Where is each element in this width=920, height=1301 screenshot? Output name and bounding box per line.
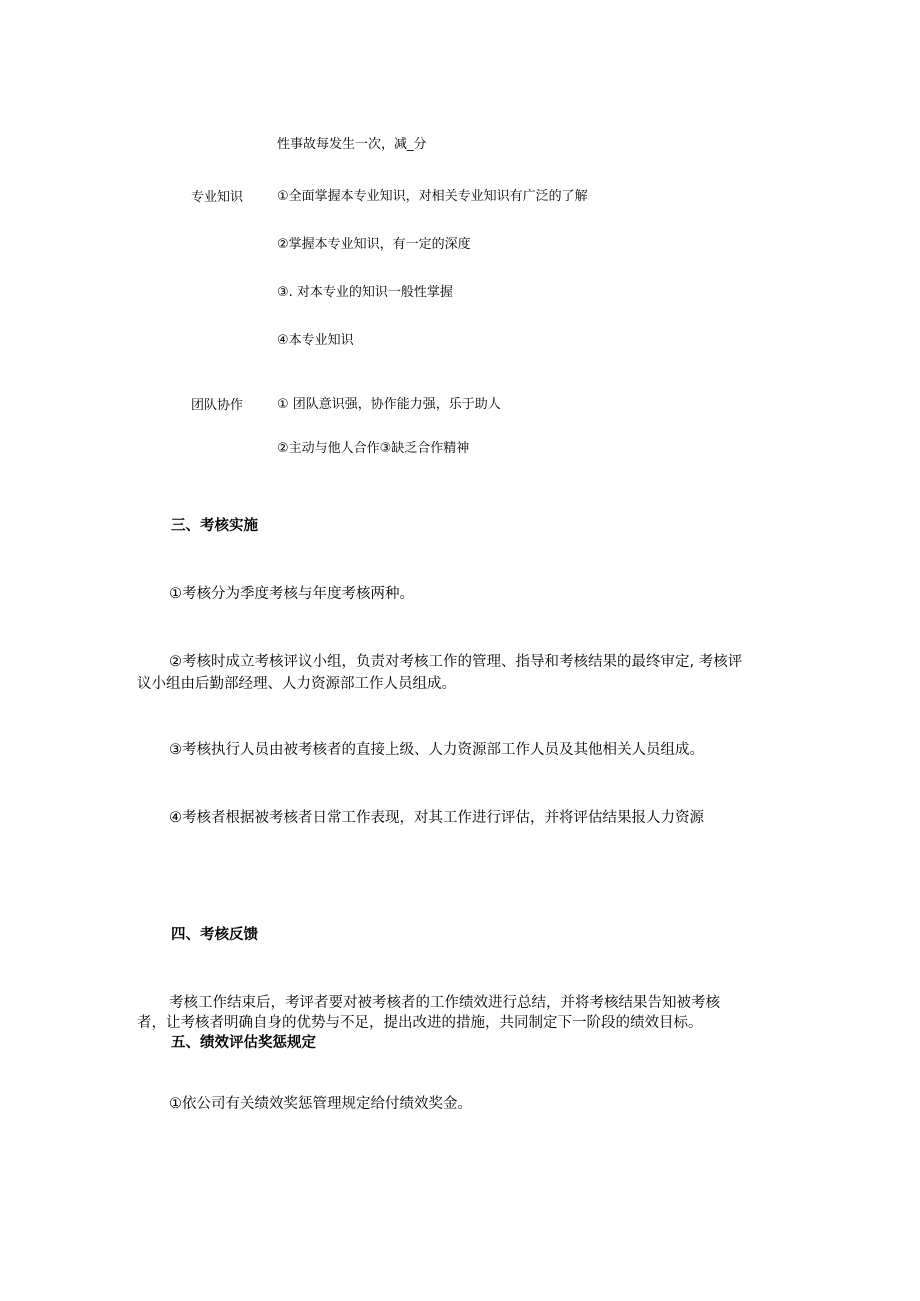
criteria-item: ④本专业知识 xyxy=(277,333,354,348)
criteria-continuation: 性事故每发生一次，减_分 xyxy=(277,137,427,152)
criteria-item: ③. 对本专业的知识一般性掌握 xyxy=(277,285,453,300)
paragraph: 议小组由后勤部经理、人力资源部工作人员组成。 xyxy=(137,676,456,692)
criteria-item: ②主动与他人合作③缺乏合作精神 xyxy=(277,441,470,456)
paragraph: 者，让考核者明确自身的优势与不足，提出改进的措施，共同制定下一阶段的绩效目标。 xyxy=(137,1015,703,1031)
criteria-label-teamwork: 团队协作 xyxy=(191,398,244,413)
section-heading: 三、考核实施 xyxy=(171,518,258,534)
criteria-item: ②掌握本专业知识，有一定的深度 xyxy=(277,237,471,252)
paragraph: 考核工作结束后，考评者要对被考核者的工作绩效进行总结，并将考核结果告知被考核 xyxy=(169,995,720,1011)
paragraph: ③考核执行人员由被考核者的直接上级、人力资源部工作人员及其他相关人员组成。 xyxy=(169,742,704,758)
section-heading: 五、绩效评估奖惩规定 xyxy=(171,1035,316,1051)
criteria-item: ①全面掌握本专业知识，对相关专业知识有广泛的了解 xyxy=(277,189,588,204)
paragraph: ①依公司有关绩效奖惩管理规定给付绩效奖金。 xyxy=(169,1096,472,1112)
section-heading: 四、考核反馈 xyxy=(171,927,258,943)
criteria-label-professional-knowledge: 专业知识 xyxy=(191,190,244,205)
paragraph: ②考核时成立考核评议小组，负责对考核工作的管理、指导和考核结果的最终审定, 考核评 xyxy=(169,654,743,670)
paragraph: ①考核分为季度考核与年度考核两种。 xyxy=(169,586,414,602)
criteria-item: ① 团队意识强，协作能力强，乐于助人 xyxy=(277,397,501,412)
paragraph: ④考核者根据被考核者日常工作表现，对其工作进行评估，并将评估结果报人力资源 xyxy=(169,810,704,826)
